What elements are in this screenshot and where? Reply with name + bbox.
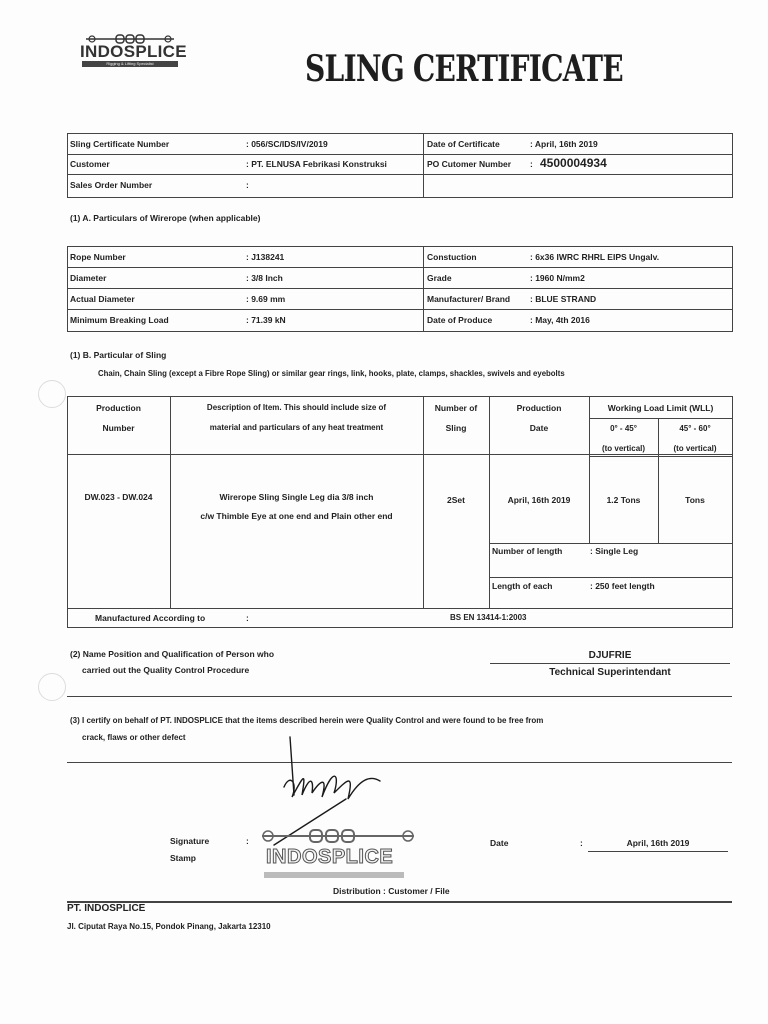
produce-date-value: : May, 4th 2016 bbox=[530, 315, 590, 325]
actual-diameter-value: : 9.69 mm bbox=[246, 294, 286, 304]
logo-name: INDOSPLICE bbox=[80, 42, 187, 61]
construction-value: : 6x36 IWRC RHRL EIPS Ungalv. bbox=[530, 252, 660, 262]
col-wll-0-45: 0° - 45° bbox=[610, 424, 637, 433]
number-of-length-label: Number of length bbox=[492, 546, 563, 556]
section-a-heading: (1) A. Particulars of Wirerope (when applicable) bbox=[70, 213, 261, 223]
actual-diameter-label: Actual Diameter bbox=[70, 294, 135, 304]
po-colon: : bbox=[530, 159, 533, 169]
distribution-note: Distribution : Customer / File bbox=[333, 886, 450, 896]
col-wll: Working Load Limit (WLL) bbox=[607, 403, 714, 413]
section-2-line-2: carried out the Quality Control Procedure bbox=[82, 665, 250, 675]
length-each-label: Length of each bbox=[492, 581, 553, 591]
manufacturer-label: Manufacturer/ Brand bbox=[427, 294, 511, 304]
diameter-label: Diameter bbox=[70, 273, 107, 283]
manufactured-standard: BS EN 13414-1:2003 bbox=[450, 613, 527, 622]
rope-number-label: Rope Number bbox=[70, 252, 126, 262]
signature-date-label: Date bbox=[490, 838, 509, 848]
section-b-heading: (1) B. Particular of Sling bbox=[70, 350, 167, 360]
mbl-value: : 71.39 kN bbox=[246, 315, 286, 325]
row-description-1: Wirerope Sling Single Leg dia 3/8 inch bbox=[219, 492, 374, 502]
customer-value: : PT. ELNUSA Febrikasi Konstruksi bbox=[246, 159, 387, 169]
manufacturer-value: : BLUE STRAND bbox=[530, 294, 597, 304]
po-value: 4500004934 bbox=[540, 156, 607, 170]
section-b-subheading: Chain, Chain Sling (except a Fibre Rope Sling) or similar gear rings, link, hooks, plate, clamps, shackles, swivels and eyebolts bbox=[98, 369, 565, 378]
mbl-label: Minimum Breaking Load bbox=[70, 315, 169, 325]
manufactured-label: Manufactured According to bbox=[95, 613, 206, 623]
col-number-sling-1: Number of bbox=[434, 403, 478, 413]
col-production-number-1: Production bbox=[96, 403, 141, 413]
diameter-value: : 3/8 Inch bbox=[246, 273, 283, 283]
section-2-line-1: (2) Name Position and Qualification of Person who bbox=[70, 649, 275, 659]
company-logo bbox=[80, 34, 187, 72]
row-wll-0-45: 1.2 Tons bbox=[606, 495, 641, 505]
punch-hole-top bbox=[38, 380, 66, 408]
col-wll-45-60: 45° - 60° bbox=[679, 424, 711, 433]
col-production-number-2: Number bbox=[102, 423, 135, 433]
po-label: PO Cutomer Number bbox=[427, 159, 512, 169]
stamp-bar bbox=[264, 872, 404, 878]
cert-number-label: Sling Certificate Number bbox=[70, 139, 170, 149]
signature-date-value: April, 16th 2019 bbox=[626, 838, 690, 848]
length-each-value: : 250 feet length bbox=[590, 581, 655, 591]
stamp-text: INDOSPLICE bbox=[266, 846, 394, 868]
sales-order-value: : bbox=[246, 180, 249, 190]
section-3-line-2: crack, flaws or other defect bbox=[82, 733, 186, 742]
footer-address: Jl. Ciputat Raya No.15, Pondok Pinang, Jakarta 12310 bbox=[67, 922, 271, 931]
signature-colon: : bbox=[246, 836, 249, 846]
stamp-label: Stamp bbox=[170, 853, 196, 863]
col-description-2: material and particulars of any heat treatment bbox=[209, 423, 384, 432]
col-wll-0-45-note: (to vertical) bbox=[601, 444, 646, 453]
col-production-date-2: Date bbox=[529, 423, 549, 433]
cert-number-value: : 056/SC/IDS/IV/2019 bbox=[246, 139, 328, 149]
col-wll-45-60-note: (to vertical) bbox=[673, 444, 717, 453]
col-production-date-1: Production bbox=[516, 403, 562, 413]
signature-date-colon: : bbox=[580, 838, 583, 848]
number-of-length-value: : Single Leg bbox=[590, 546, 639, 556]
section-3-line-1: (3) I certify on behalf of PT. INDOSPLICE that the items described herein were Quality Control and were found to be free from bbox=[70, 716, 544, 725]
cert-date-value: : April, 16th 2019 bbox=[530, 139, 598, 149]
produce-date-label: Date of Produce bbox=[427, 315, 493, 325]
grade-label: Grade bbox=[427, 273, 452, 283]
signature-label: Signature bbox=[170, 836, 210, 846]
qc-person-name: DJUFRIE bbox=[588, 650, 632, 661]
rope-number-value: : J138241 bbox=[246, 252, 285, 262]
footer-company: PT. INDOSPLICE bbox=[67, 903, 146, 914]
row-wll-45-60: Tons bbox=[685, 495, 705, 505]
stamp-chain-icon bbox=[258, 828, 418, 844]
sales-order-label: Sales Order Number bbox=[70, 180, 153, 190]
col-description-1: Description of Item. This should include size of bbox=[206, 403, 387, 412]
row-description-2: c/w Thimble Eye at one end and Plain other end bbox=[200, 511, 393, 521]
logo-tagline: Rigging & Lifting Specialist bbox=[82, 61, 178, 67]
col-number-sling-2: Sling bbox=[445, 423, 467, 433]
grade-value: : 1960 N/mm2 bbox=[530, 273, 585, 283]
row-production-number: DW.023 - DW.024 bbox=[84, 492, 153, 502]
punch-hole-bottom bbox=[38, 673, 66, 701]
company-stamp bbox=[258, 828, 418, 888]
row-production-date: April, 16th 2019 bbox=[507, 495, 571, 505]
manufactured-colon: : bbox=[246, 613, 249, 623]
construction-label: Constuction bbox=[427, 252, 477, 262]
cert-date-label: Date of Certificate bbox=[427, 139, 500, 149]
page-title: SLING CERTIFICATE bbox=[305, 48, 623, 90]
customer-label: Customer bbox=[70, 159, 110, 169]
qc-person-position: Technical Superintendant bbox=[549, 667, 671, 678]
row-number-sling: 2Set bbox=[447, 495, 465, 505]
